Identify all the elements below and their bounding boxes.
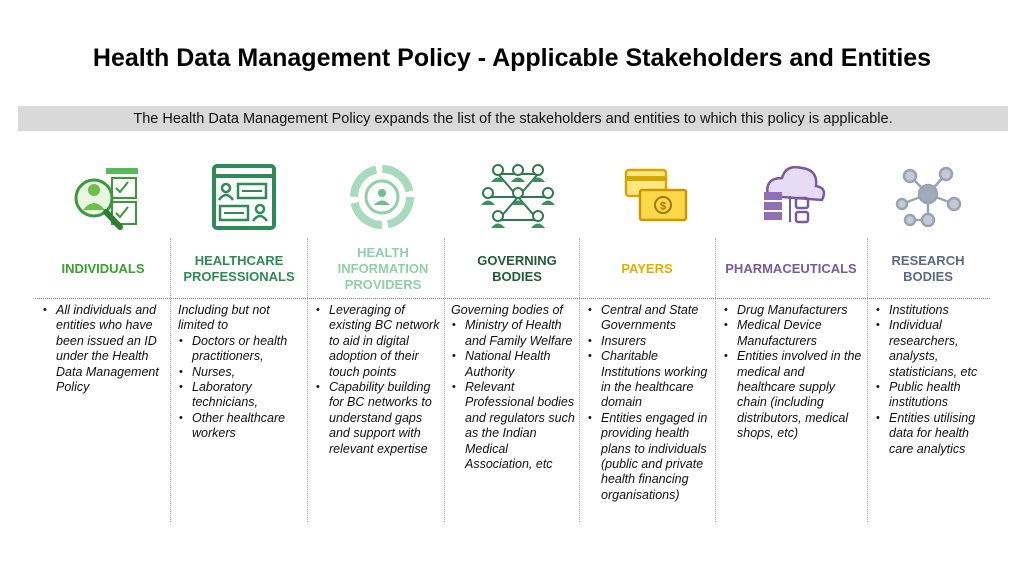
- heading-governing-bodies: GOVERNING BODIES: [477, 253, 557, 284]
- column-divider: [579, 238, 580, 522]
- list-item: • Ministry of Health and Family Welfare: [451, 318, 577, 349]
- person-magnifier-checklist-icon: [66, 160, 146, 235]
- list-item: • Laboratory technicians,: [178, 380, 304, 411]
- svg-text:$: $: [659, 200, 667, 213]
- card-and-cash-icon: [614, 160, 694, 235]
- column-divider: [444, 238, 445, 522]
- list-item: • National Health Authority: [451, 349, 577, 380]
- list-item: • Relevant Professional bodies and regulators such as the Indian Medical Association, etc: [451, 380, 577, 472]
- heading-pharmaceuticals: PHARMACEUTICALS: [725, 261, 857, 276]
- staff-id-board-icon: [204, 160, 284, 235]
- column-divider: [867, 238, 868, 522]
- column-body-payers: [587, 303, 711, 503]
- column-body-governing-bodies: [451, 303, 577, 472]
- header-divider: [35, 298, 990, 299]
- subtitle-banner: The Health Data Management Policy expands the list of the stakeholders and entities to which this policy is applicable.: [18, 106, 1008, 131]
- people-network-icon: [478, 160, 558, 235]
- list-item: • Institutions: [875, 303, 987, 318]
- list-item: • Insurers: [587, 334, 711, 349]
- list-item: • Other healthcare workers: [178, 411, 304, 442]
- list-item: • Entities involved in the medical and healthcare supply chain (including distributors, medical shops, etc): [723, 349, 863, 441]
- list-item: • Public health institutions: [875, 380, 987, 411]
- list-item: • Individual researchers, analysts, statisticians, etc: [875, 318, 987, 380]
- list-item: • Capability building for BC networks to understand gaps and support with relevant expertise: [315, 380, 441, 457]
- column-body-research-bodies: [875, 303, 987, 457]
- column-body-individuals: [42, 303, 168, 395]
- heading-payers: PAYERS: [621, 261, 673, 276]
- column-divider: [715, 238, 716, 522]
- list-item: • Central and State Governments: [587, 303, 711, 334]
- list-item: • Entities utilising data for health care analytics: [875, 411, 987, 457]
- column-intro: Governing bodies of: [451, 303, 563, 317]
- column-divider: [170, 238, 171, 522]
- heading-health-information-providers: HEALTH INFORMATION PROVIDERS: [337, 245, 429, 292]
- list-item: • Doctors or health practitioners,: [178, 334, 304, 365]
- list-item: • Medical Device Manufacturers: [723, 318, 863, 349]
- page-title: Health Data Management Policy - Applicable Stakeholders and Entities: [92, 44, 932, 72]
- heading-research-bodies: RESEARCH BODIES: [891, 253, 965, 284]
- list-item: • Leveraging of existing BC network to aid in digital adoption of their touch points: [315, 303, 441, 380]
- column-body-healthcare-professionals: [178, 303, 304, 442]
- list-item: • Entities engaged in providing health plans to individuals (public and private health financing organisations): [587, 411, 711, 503]
- heading-healthcare-professionals: HEALTHCARE PROFESSIONALS: [183, 253, 295, 284]
- list-item: • All individuals and entities who have been issued an ID under the Health Data Management Policy: [42, 303, 168, 395]
- circular-network-user-icon: [342, 160, 422, 235]
- column-intro: Including but not limited to: [178, 303, 270, 333]
- column-body-pharmaceuticals: [723, 303, 863, 442]
- column-body-health-information-providers: [315, 303, 441, 457]
- cloud-server-icon: [752, 160, 832, 235]
- column-divider: [307, 238, 308, 522]
- research-network-icon: [888, 160, 968, 235]
- list-item: • Drug Manufacturers: [723, 303, 863, 318]
- list-item: • Charitable Institutions working in the healthcare domain: [587, 349, 711, 411]
- heading-individuals: INDIVIDUALS: [61, 261, 145, 276]
- list-item: • Nurses,: [178, 365, 304, 380]
